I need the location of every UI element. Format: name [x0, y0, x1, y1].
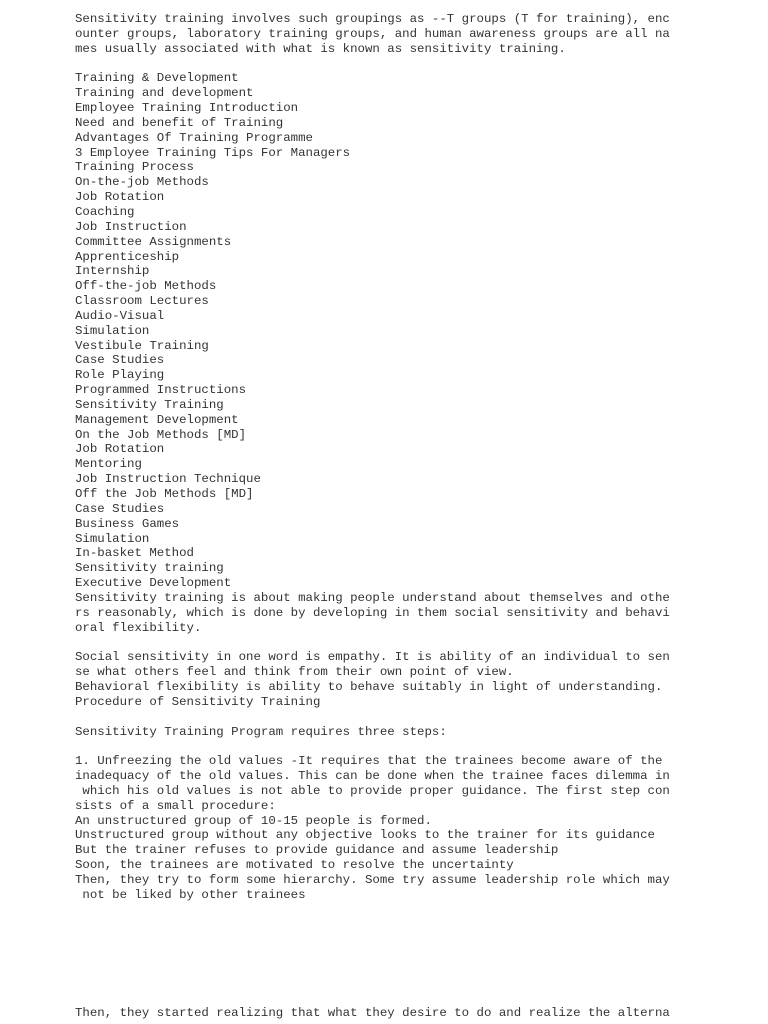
topic-item: In-basket Method [75, 546, 194, 561]
about-paragraph [75, 591, 685, 636]
topic-item: Classroom Lectures [75, 294, 209, 309]
topic-item: Simulation [75, 531, 150, 546]
document-page [75, 12, 685, 903]
topic-item: Internship [75, 264, 150, 279]
topic-item: Mentoring [75, 457, 142, 472]
text-line: sists of a small procedure: [75, 798, 276, 813]
topic-item: Vestibule Training [75, 338, 209, 353]
text-line: rs reasonably, which is done by developing in them social sensitivity and behavi [75, 605, 670, 620]
topic-item: Apprenticeship [75, 249, 180, 264]
text-line: Soon, the trainees are motivated to resolve the uncertainty [75, 858, 514, 873]
intro-paragraph [75, 12, 685, 57]
continuation-line: Then, they started realizing that what they desire to do and realize the alterna [75, 1006, 670, 1020]
text-line: Unstructured group without any objective looks to the trainer for its guidance [75, 828, 655, 843]
text-line: Behavioral flexibility is ability to behave suitably in light of understanding. [75, 679, 663, 694]
text-line: Sensitivity training is about making people understand about themselves and othe [75, 590, 670, 605]
text-line: 1. Unfreezing the old values -It requires that the trainees become aware of the [75, 754, 663, 769]
program-heading: Sensitivity Training Program requires three steps: [75, 724, 447, 739]
topic-item: Job Instruction Technique [75, 472, 261, 487]
text-line: Sensitivity training involves such groupings as --T groups (T for training), enc [75, 12, 670, 26]
text-line: se what others feel and think from their own point of view. [75, 665, 514, 680]
topic-item: Committee Assignments [75, 234, 232, 249]
topic-item: Training and development [75, 86, 254, 101]
text-line: Social sensitivity in one word is empathy. It is ability of an individual to sen [75, 650, 670, 665]
social-sensitivity-paragraph [75, 650, 685, 709]
topic-item: Role Playing [75, 368, 165, 383]
text-line: ounter groups, laboratory training groups, and human awareness groups are all na [75, 26, 670, 41]
topic-item: Management Development [75, 412, 239, 427]
topic-item: Job Rotation [75, 442, 165, 457]
text-line: inadequacy of the old values. This can be done when the trainee faces dilemma in [75, 769, 670, 784]
topic-item: Employee Training Introduction [75, 101, 299, 116]
topic-item: Business Games [75, 516, 180, 531]
text-line: which his old values is not able to provide proper guidance. The first step con [75, 783, 670, 798]
topic-item: Sensitivity training [75, 561, 224, 576]
topic-item: Case Studies [75, 353, 165, 368]
text-line: Then, they try to form some hierarchy. Some try assume leadership role which may [75, 872, 670, 887]
topic-item: Coaching [75, 204, 135, 219]
topic-item: Programmed Instructions [75, 383, 247, 398]
topic-item: Case Studies [75, 501, 165, 516]
topic-item: On-the-job Methods [75, 175, 209, 190]
text-line: But the trainer refuses to provide guidance and assume leadership [75, 843, 559, 858]
topic-item: 3 Employee Training Tips For Managers [75, 145, 351, 160]
text-line: oral flexibility. [75, 620, 202, 635]
text-line: not be liked by other trainees [75, 887, 306, 902]
topic-item: Job Rotation [75, 190, 165, 205]
topic-item: Training Process [75, 160, 194, 175]
text-line: An unstructured group of 10-15 people is formed. [75, 813, 432, 828]
topic-item: Audio-Visual [75, 308, 165, 323]
topic-item: Sensitivity Training [75, 397, 224, 412]
section-heading: Procedure of Sensitivity Training [75, 694, 321, 709]
topic-item: Job Instruction [75, 219, 187, 234]
topic-list [75, 71, 685, 591]
topic-item: On the Job Methods [MD] [75, 427, 247, 442]
topic-item: Off the Job Methods [MD] [75, 487, 254, 501]
topic-item: Off-the-job Methods [75, 279, 217, 294]
topic-item: Simulation [75, 323, 150, 338]
text-line: mes usually associated with what is known as sensitivity training. [75, 41, 566, 56]
topic-item: Advantages Of Training Programme [75, 130, 313, 145]
step-one-paragraph [75, 754, 685, 902]
topic-item: Need and benefit of Training [75, 115, 284, 130]
topic-item: Executive Development [75, 576, 232, 591]
topic-item: Training & Development [75, 71, 239, 86]
